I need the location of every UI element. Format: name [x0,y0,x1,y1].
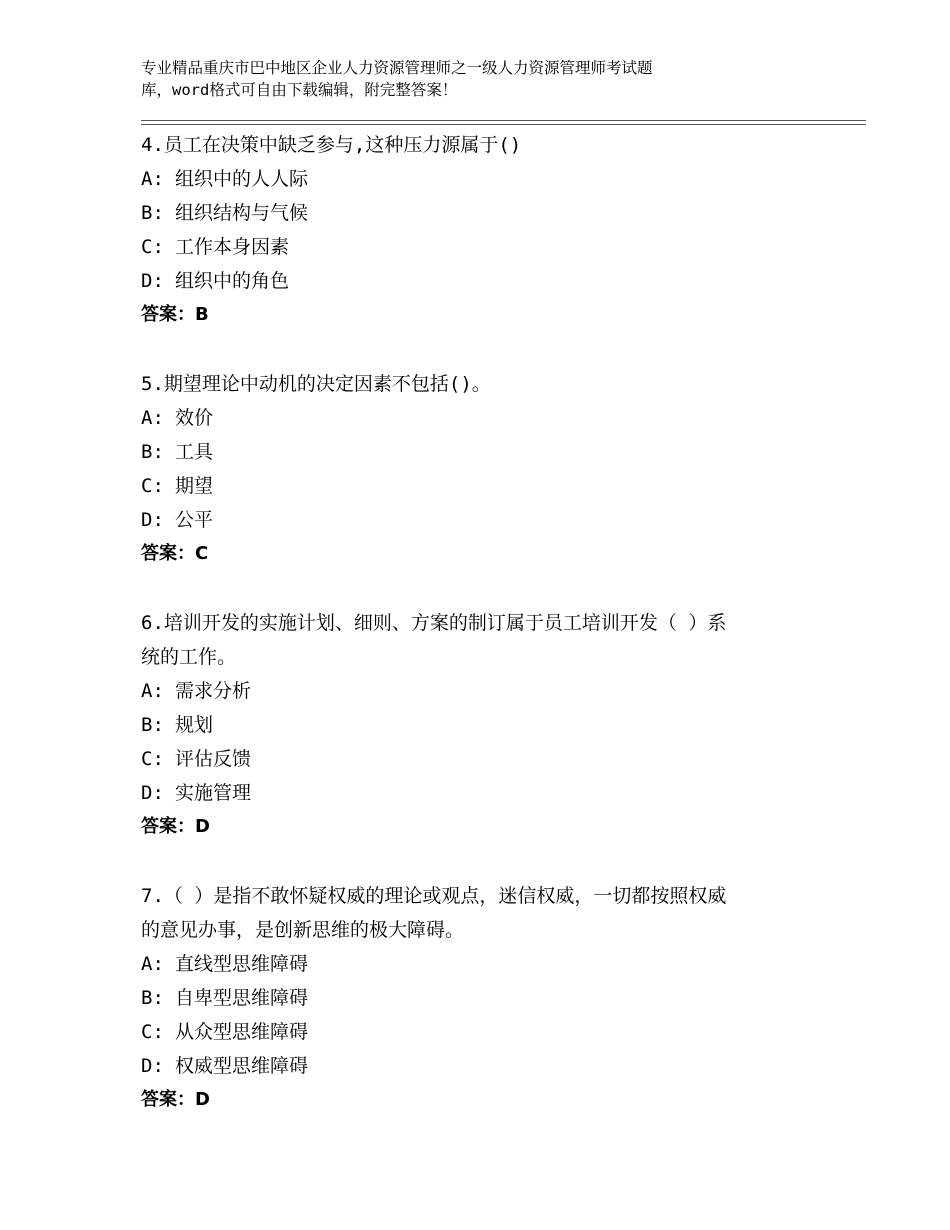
option-d [141,1049,841,1083]
option-text: 效价 [175,407,214,429]
option-key: C: [141,1021,164,1043]
option-key: D: [141,782,164,804]
option-a [141,674,841,708]
option-d [141,503,841,537]
option-text: 期望 [175,475,214,497]
option-text: 实施管理 [175,782,252,804]
option-a [141,401,841,435]
option-a [141,162,841,196]
option-key: C: [141,748,164,770]
option-a [141,947,841,981]
question-stem: 5.期望理论中动机的决定因素不包括()。 [141,373,491,395]
option-b [141,708,841,742]
answer-line: 答案：D [141,816,210,837]
option-key: B: [141,714,164,736]
answer-line: 答案：B [141,304,209,325]
header-divider [141,120,866,121]
option-d [141,776,841,810]
option-text: 直线型思维障碍 [175,953,309,975]
question-stem: 7.（ ）是指不敢怀疑权威的理论或观点，迷信权威，一切都按照权威 [141,885,727,907]
question-5 [141,367,841,571]
option-key: A: [141,168,164,190]
header-divider-thin [141,124,866,125]
option-text: 工具 [175,441,214,463]
question-6 [141,606,841,844]
option-text: 工作本身因素 [175,236,290,258]
question-stem: 6.培训开发的实施计划、细则、方案的制订属于员工培训开发（ ）系 [141,612,727,634]
option-text: 从众型思维障碍 [175,1021,309,1043]
option-text: 公平 [175,509,214,531]
option-key: C: [141,236,164,258]
header-line-1: 专业精品重庆市巴中地区企业人力资源管理师之一级人力资源管理师考试题 [141,59,653,77]
option-key: D: [141,270,164,292]
option-key: D: [141,509,164,531]
option-key: B: [141,441,164,463]
question-4 [141,128,841,332]
option-text: 权威型思维障碍 [175,1055,309,1077]
option-key: D: [141,1055,164,1077]
option-b [141,196,841,230]
option-key: C: [141,475,164,497]
option-text: 规划 [175,714,214,736]
header-line-2: 库，word格式可自由下载编辑，附完整答案！ [141,81,458,99]
spacer [141,332,841,367]
document-header [141,57,821,101]
option-key: A: [141,407,164,429]
spacer [141,844,841,879]
question-list [141,128,841,1117]
option-key: A: [141,953,164,975]
option-d [141,264,841,298]
option-key: B: [141,202,164,224]
option-text: 评估反馈 [175,748,252,770]
option-c [141,742,841,776]
option-key: B: [141,987,164,1009]
question-stem-cont: 统的工作。 [141,646,237,668]
question-stem: 4.员工在决策中缺乏参与,这种压力源属于() [141,134,522,156]
option-b [141,435,841,469]
option-b [141,981,841,1015]
question-stem-cont: 的意见办事，是创新思维的极大障碍。 [141,919,465,941]
option-key: A: [141,680,164,702]
option-text: 组织中的人人际 [175,168,309,190]
option-c [141,230,841,264]
option-c [141,469,841,503]
option-c [141,1015,841,1049]
option-text: 自卑型思维障碍 [175,987,309,1009]
answer-line: 答案：D [141,1089,210,1110]
question-7 [141,879,841,1117]
option-text: 组织结构与气候 [175,202,309,224]
answer-line: 答案：C [141,543,209,564]
option-text: 需求分析 [175,680,252,702]
spacer [141,571,841,606]
option-text: 组织中的角色 [175,270,290,292]
